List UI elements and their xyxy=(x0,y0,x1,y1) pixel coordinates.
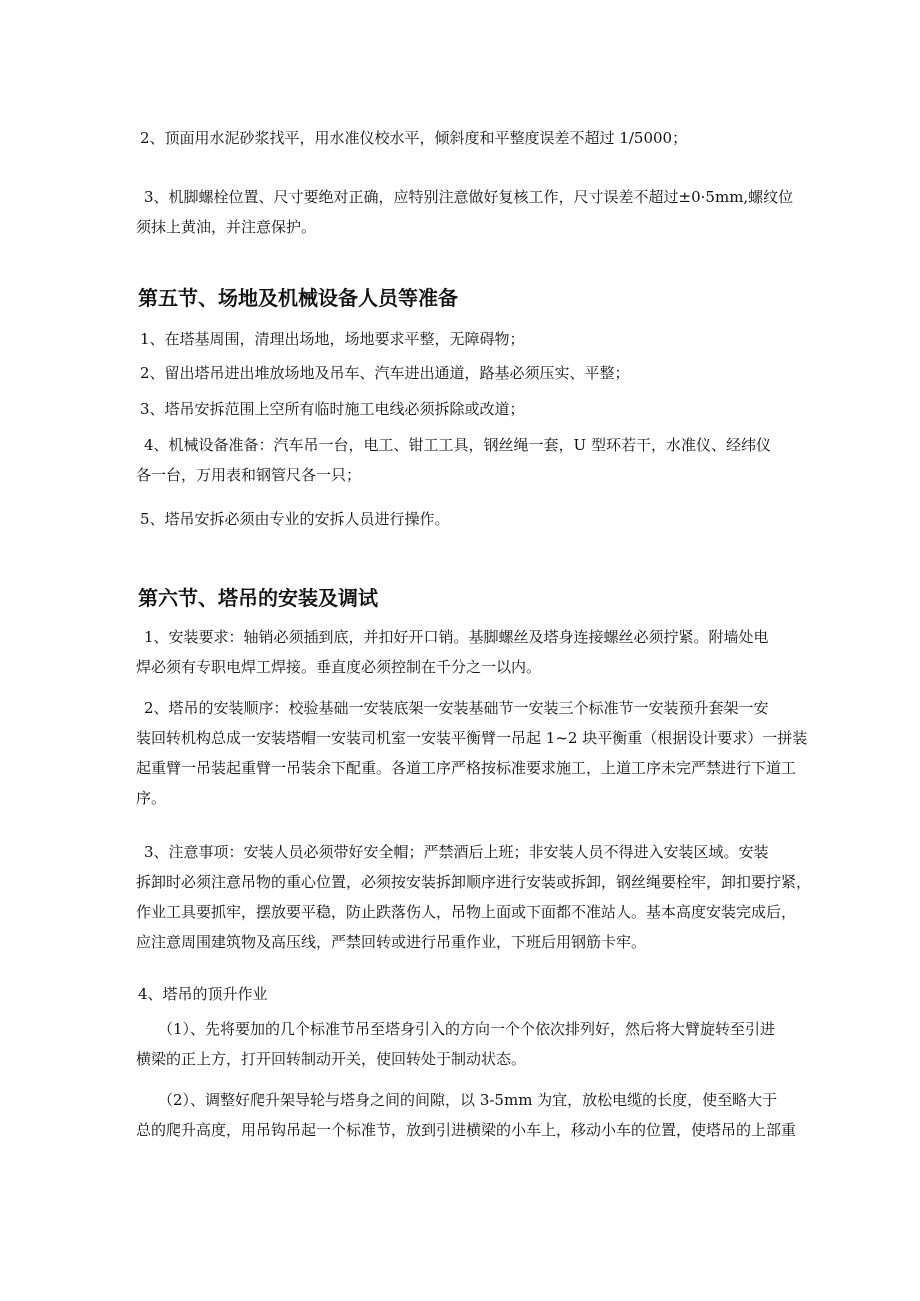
text-line: 1、安装要求：轴销必须插到底，并扣好开口销。基脚螺丝及塔身连接螺丝必须拧紧。附墙处电 xyxy=(144,628,769,646)
text-line: （2）、调整好爬升架导轮与塔身之间的间隙，以 3-5mm 为宜，放松电缆的长度，使至略大于 xyxy=(158,1091,778,1109)
text-line: 横梁的正上方，打开回转制动开关，使回转处于制动状态。 xyxy=(136,1050,527,1068)
text-line: （1）、先将要加的几个标准节吊至塔身引入的方向一个个依次排列好，然后将大臂旋转至引进 xyxy=(158,1020,776,1038)
section-6-item-4-1 xyxy=(136,1014,856,1074)
section-5-title: 第五节、场地及机械设备人员等准备 xyxy=(138,286,458,310)
section-5-item-4 xyxy=(136,430,856,490)
section-5-item-5 xyxy=(140,504,860,534)
text-line: 2、顶面用水泥砂浆找平，用水准仪校水平，倾斜度和平整度误差不超过 1/5000； xyxy=(140,129,688,147)
paragraph-anchor-bolt xyxy=(136,182,856,242)
text-line: 应注意周围建筑物及高压线，严禁回转或进行吊重作业，下班后用钢筋卡牢。 xyxy=(136,933,647,951)
section-5-item-2 xyxy=(140,358,860,388)
text-line: 作业工具要抓牢，摆放要平稳，防止跌落伤人，吊物上面或下面都不准站人。基本高度安装完成后， xyxy=(136,903,797,921)
paragraph-cement xyxy=(140,123,860,153)
text-line: 总的爬升高度，用吊钩吊起一个标准节，放到引进横梁的小车上，移动小车的位置，使塔吊的上部重 xyxy=(136,1121,797,1139)
text-line: 3、机脚螺栓位置、尺寸要绝对正确，应特别注意做好复核工作，尺寸误差不超过±0·5mm,螺纹位 xyxy=(144,188,794,206)
text-line: 4、塔吊的顶升作业 xyxy=(138,985,268,1003)
section-5-item-1 xyxy=(140,324,860,354)
section-6-item-3 xyxy=(136,837,856,957)
text-line: 各一台，万用表和钢管尺各一只； xyxy=(136,466,362,484)
section-6-title: 第六节、塔吊的安装及调试 xyxy=(138,586,378,610)
text-line: 拆卸时必须注意吊物的重心位置，必须按安装拆卸顺序进行安装或拆卸，钢丝绳要栓牢，卸扣要拧紧， xyxy=(136,873,812,891)
section-6-item-4-2 xyxy=(136,1085,856,1145)
text-line: 2、留出塔吊进出堆放场地及吊车、汽车进出通道，路基必须压实、平整； xyxy=(140,364,630,382)
text-line: 焊必须有专职电焊工焊接。垂直度必须控制在千分之一以内。 xyxy=(136,658,542,676)
section-5-item-3 xyxy=(140,394,860,424)
text-line: 起重臂一吊装起重臂一吊装余下配重。各道工序严格按标准要求施工，上道工序未完严禁进行下道工 xyxy=(136,759,797,777)
section-6-item-1 xyxy=(136,622,856,682)
text-line: 2、塔吊的安装顺序：校验基础一安装底架一安装基础节一安装三个标准节一安装预升套架一安 xyxy=(144,699,769,717)
text-line: 4、机械设备准备：汽车吊一台，电工、钳工工具，钢丝绳一套，U 型环若干，水准仪、经纬仪 xyxy=(144,436,771,454)
text-line: 1、在塔基周围，清理出场地，场地要求平整，无障碍物； xyxy=(140,330,525,348)
text-line: 5、塔吊安拆必须由专业的安拆人员进行操作。 xyxy=(140,510,450,528)
text-line: 装回转机构总成一安装塔帽一安装司机室一安装平衡臂一吊起 1~2 块平衡重（根据设计要求）一拼装 xyxy=(136,729,808,747)
text-line: 3、注意事项：安装人员必须带好安全帽；严禁酒后上班；非安装人员不得进入安装区域。安装 xyxy=(144,843,769,861)
section-6-item-4 xyxy=(138,979,858,1009)
text-line: 序。 xyxy=(136,789,167,807)
section-6-item-2 xyxy=(136,693,856,813)
text-line: 3、塔吊安拆范围上空所有临时施工电线必须拆除或改道； xyxy=(140,400,525,418)
text-line: 须抹上黄油，并注意保护。 xyxy=(136,218,317,236)
